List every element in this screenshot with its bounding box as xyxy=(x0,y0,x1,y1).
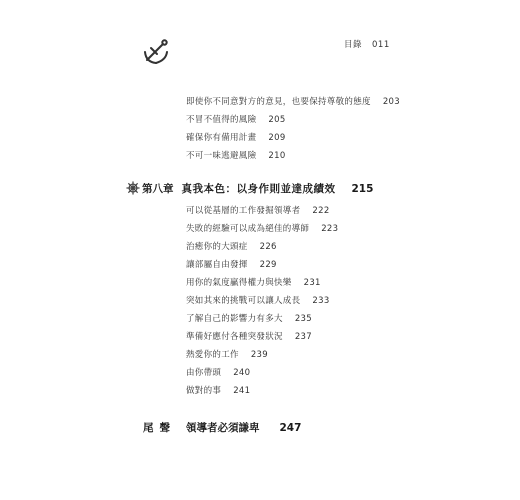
toc-entry-page: 237 xyxy=(294,332,312,342)
toc-entry xyxy=(186,204,330,216)
epilogue-title: 領導者必須謙卑 xyxy=(186,422,260,434)
toc-entry-title: 治癒你的大頭症 xyxy=(186,242,248,252)
toc-entry-title: 突如其來的挑戰可以讓人成長 xyxy=(186,296,301,306)
toc-entry xyxy=(186,348,268,360)
toc-entry-page: 231 xyxy=(303,278,321,288)
ship-wheel-icon xyxy=(126,181,140,195)
toc-entry xyxy=(186,258,277,270)
toc-entry xyxy=(186,366,250,378)
toc-entry-page: 240 xyxy=(233,368,251,378)
toc-entry-title: 可以從基層的工作發掘領導者 xyxy=(186,206,301,216)
toc-entry xyxy=(186,294,330,306)
toc-entry-title: 用你的氣度贏得權力與快樂 xyxy=(186,278,292,288)
toc-entry-title: 熱愛你的工作 xyxy=(186,350,239,360)
toc-entry xyxy=(186,149,286,161)
toc-entry-page: 210 xyxy=(268,151,286,161)
toc-entry xyxy=(186,95,400,107)
running-header xyxy=(344,38,390,50)
epilogue-page: 247 xyxy=(279,422,302,434)
toc-entry xyxy=(186,276,321,288)
toc-entry-page: 241 xyxy=(233,386,251,396)
toc-entry-title: 不可一味逃避風險 xyxy=(186,151,257,161)
chapter-label: 第八章 xyxy=(142,183,174,195)
toc-entry xyxy=(186,113,286,125)
toc-entry-title: 失敗的經驗可以成為絕佳的導師 xyxy=(186,224,310,234)
header-page-number: 011 xyxy=(372,40,390,50)
epilogue-label: 尾聲 xyxy=(143,422,176,434)
toc-entry xyxy=(186,312,312,324)
toc-entry-page: 209 xyxy=(268,133,286,143)
chapter-page: 215 xyxy=(351,183,374,195)
toc-entry-page: 239 xyxy=(250,350,268,360)
chapter-title: 真我本色：以身作則並達成績效 xyxy=(181,183,336,195)
toc-entry-page: 229 xyxy=(259,260,277,270)
anchor-icon xyxy=(143,38,169,64)
header-title: 目錄 xyxy=(344,40,363,50)
toc-entry-page: 235 xyxy=(294,314,312,324)
toc-entry xyxy=(186,131,286,143)
toc-entry-title: 即使你不同意對方的意見，也要保持尊敬的態度 xyxy=(186,97,371,107)
toc-entry-title: 讓部屬自由發揮 xyxy=(186,260,248,270)
toc-entry-title: 了解自己的影響力有多大 xyxy=(186,314,283,324)
toc-entry-title: 不冒不值得的風險 xyxy=(186,115,257,125)
toc-entry xyxy=(186,330,312,342)
epilogue-heading xyxy=(143,420,301,435)
toc-entry-page: 222 xyxy=(312,206,330,216)
toc-entry-page: 205 xyxy=(268,115,286,125)
toc-entry-title: 由你帶頭 xyxy=(186,368,222,378)
chapter-heading xyxy=(126,181,373,196)
toc-entry xyxy=(186,384,250,396)
toc-entry-title: 做對的事 xyxy=(186,386,222,396)
toc-entry xyxy=(186,222,338,234)
toc-entry-page: 203 xyxy=(382,97,400,107)
toc-entry-title: 確保你有備用計畫 xyxy=(186,133,257,143)
toc-entry xyxy=(186,240,277,252)
toc-entry-page: 233 xyxy=(312,296,330,306)
toc-entry-title: 準備好應付各種突發狀況 xyxy=(186,332,283,342)
toc-entry-page: 226 xyxy=(259,242,277,252)
toc-entry-page: 223 xyxy=(321,224,339,234)
